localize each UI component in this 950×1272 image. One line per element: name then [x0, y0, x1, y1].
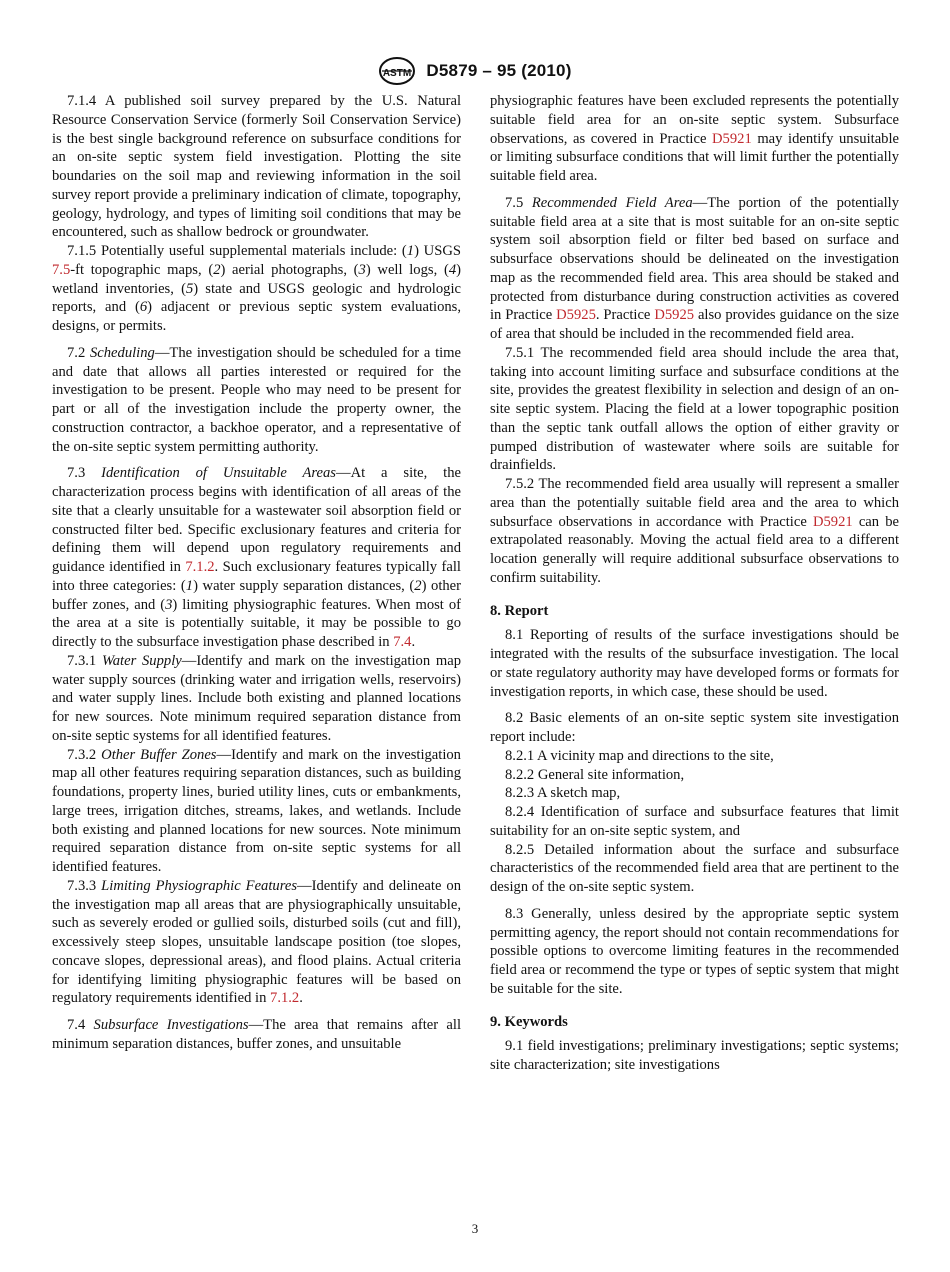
ref-d5925-link[interactable]: D5925 [556, 307, 596, 324]
section-7-4: 7.4 Subsurface Investigations—The area that remains after all minimum separation distances, buffer zones, and unsuitable [52, 1017, 462, 1052]
ref-d5925-link[interactable]: D5925 [654, 307, 695, 324]
astm-logo-icon [378, 56, 416, 86]
section-8-2-4: 8.2.4 Identification of surface and subsurface features that limit suitability for an on-site septic system, and [490, 804, 899, 839]
section-7-2: 7.2 Scheduling—The investigation should be scheduled for a time and date that allows all parties interested or required for the investigation to be present. People who may need to be present for part or all of the investigation include the property owner, the construction contractor, a backhoe operator, and a representative of the on-site septic system permitting authority. [52, 344, 462, 455]
section-7-5-1: 7.5.1 The recommended field area should include the area that, taking into account limiting surface and subsurface conditions at the site, provides the greatest flexibility in selection and design of an on-site septic system. Placing the field at a lower topographic position than the septic tank outfall allows the option of either gravity or pumped distribution of wastewater where soils are suitable for drainfields. [490, 344, 899, 474]
section-7-3-1: 7.3.1 Water Supply—Identify and mark on the investigation map water supply sources (drinking water and irrigation wells, reservoirs) and water supply lines. Include both existing and planned locations for new sources. Note minimum required separation distance from on-site septic systems for all identified features. [52, 652, 461, 744]
page-number: 3 [471, 1221, 479, 1236]
section-7-4-continued: physiographic features have been excluded represents the potentially suitable field area for an on-site septic system. Subsurface observations, as covered in Practice D5921 may identify unsuitable or limiting subsurface conditions that will limit further the potentially suitable field area. [490, 93, 899, 184]
section-9-1: 9.1 field investigations; preliminary investigations; septic systems; site characterization; site investigations [490, 1038, 899, 1073]
logo-text: ASTM [383, 68, 412, 79]
section-7-1-5: 7.1.5 Potentially useful supplemental materials include: (1) USGS 7.5-ft topographic maps, (2) aerial photographs, (3) well logs, (4) wetland inventories, (5) state and USGS geologic and hydrologic reports, and (6) adjacent or previous septic system evaluations, designs, or permits. [52, 243, 461, 334]
ref-7-1-2-link[interactable]: 7.1.2 [270, 990, 300, 1007]
section-8-2-2: 8.2.2 General site information, [505, 766, 685, 783]
document-designation: D5879 – 95 (2010) [426, 61, 572, 80]
section-7-3: 7.3 Identification of Unsuitable Areas—At a site, the characterization process begins with identification of all areas of the site that a clearly unsuitable for a wastewater soil absorption field or constructed filter bed. Specific exclusionary features and criteria for defining them will depend upon regulatory requirements and guidance identified in 7.1.2. Such exclusionary features typically fall into three categories: (1) water supply separation distances, (2) other buffer zones, and (3) limiting physiographic features. When most of the area at a site is potentially suitable, it may be possible to go directly to the subsurface investigation phase described in 7.4. [52, 465, 462, 650]
section-8-2-5: 8.2.5 Detailed information about the surface and subsurface characteristics of the recommended field area that are pertinent to the design of the on-site septic system. [490, 841, 899, 895]
section-7-3-3: 7.3.3 Limiting Physiographic Features—Identify and delineate on the investigation map all areas that are physiographically unsuitable, such as severely eroded or gullied soils, disturbed soils (cut and fill), excessively steep slopes, unsuitable landscape position (toe slopes, concave slopes, depressional areas), and flood plains. Actual criteria for identifying limiting physiographic features will be based on regulatory requirements identified in 7.1.2. [52, 877, 461, 1007]
left-column [52, 92, 461, 1054]
ref-7-4-link[interactable]: 7.4 [393, 634, 412, 650]
section-8-3: 8.3 Generally, unless desired by the appropriate septic system permitting agency, the report should not contain recommendations for possible options to overcome limiting features in the recommended field area or recommend the type or types of septic system that might be suitable for the site. [490, 905, 899, 997]
ref-7-5-link[interactable]: 7.5 [52, 261, 71, 278]
section-8-2-1: 8.2.1 A vicinity map and directions to the site, [505, 747, 774, 764]
heading-keywords: 9. Keywords [490, 1013, 568, 1030]
section-8-1: 8.1 Reporting of results of the surface investigations should be integrated with the results of the subsurface investigation. The local or state regulatory authority may have developed forms or formats for investigation reports, in which case, these should be used. [490, 627, 899, 700]
page-header [0, 56, 950, 86]
heading-report: 8. Report [490, 602, 549, 619]
section-7-3-2: 7.3.2 Other Buffer Zones—Identify and mark on the investigation map all other features requiring separation distances, such as building foundations, property lines, buried utility lines, cuts or embankments, large trees, irrigation ditches, streams, lakes, and wetlands. Include both existing and planned locations for new sources. Note minimum required separation distance from on-site septic systems for all identified features. [52, 746, 461, 875]
ref-d5921-link[interactable]: D5921 [812, 513, 853, 530]
section-7-5-2: 7.5.2 The recommended field area usually will represent a smaller area than the potentially suitable field area and the area to which subsurface observations in accordance with Practice D5921 can be extrapolated reasonably. Moving the actual field area to a different location generally will require additional subsurface observations to confirm suitability. [490, 476, 900, 586]
section-7-5: 7.5 Recommended Field Area—The portion of the potentially suitable field area at a site that is most suitable for an on-site septic system soil absorption field or filter bed based on surface and subsurface observations should be delineated on the investigation map as the recommended field area. This area should be staked and protected from disturbance during construction activities as covered in Practice D5925. Practice D5925 also provides guidance on the size of area that should be included in the recommended field area. [490, 194, 900, 342]
ref-d5921-link[interactable]: D5921 [712, 130, 752, 147]
section-8-2: 8.2 Basic elements of an on-site septic system site investigation report include: [490, 710, 899, 745]
ref-7-1-2-link[interactable]: 7.1.2 [185, 559, 215, 575]
right-column [490, 92, 899, 1075]
section-7-1-4: 7.1.4 A published soil survey prepared by the U.S. Natural Resource Conservation Service (formerly Soil Conservation Service) is the best single background reference on subsurface conditions for an on-site septic system field investigation. Plotting the site boundaries on the soil map and reviewing information in the soil survey report provide a preliminary indication of climate, topography, geology, hydrology, and types of limiting soil conditions that may be encountered, such as shallow bedrock or groundwater. [52, 93, 461, 241]
section-8-2-3: 8.2.3 A sketch map, [505, 785, 621, 802]
